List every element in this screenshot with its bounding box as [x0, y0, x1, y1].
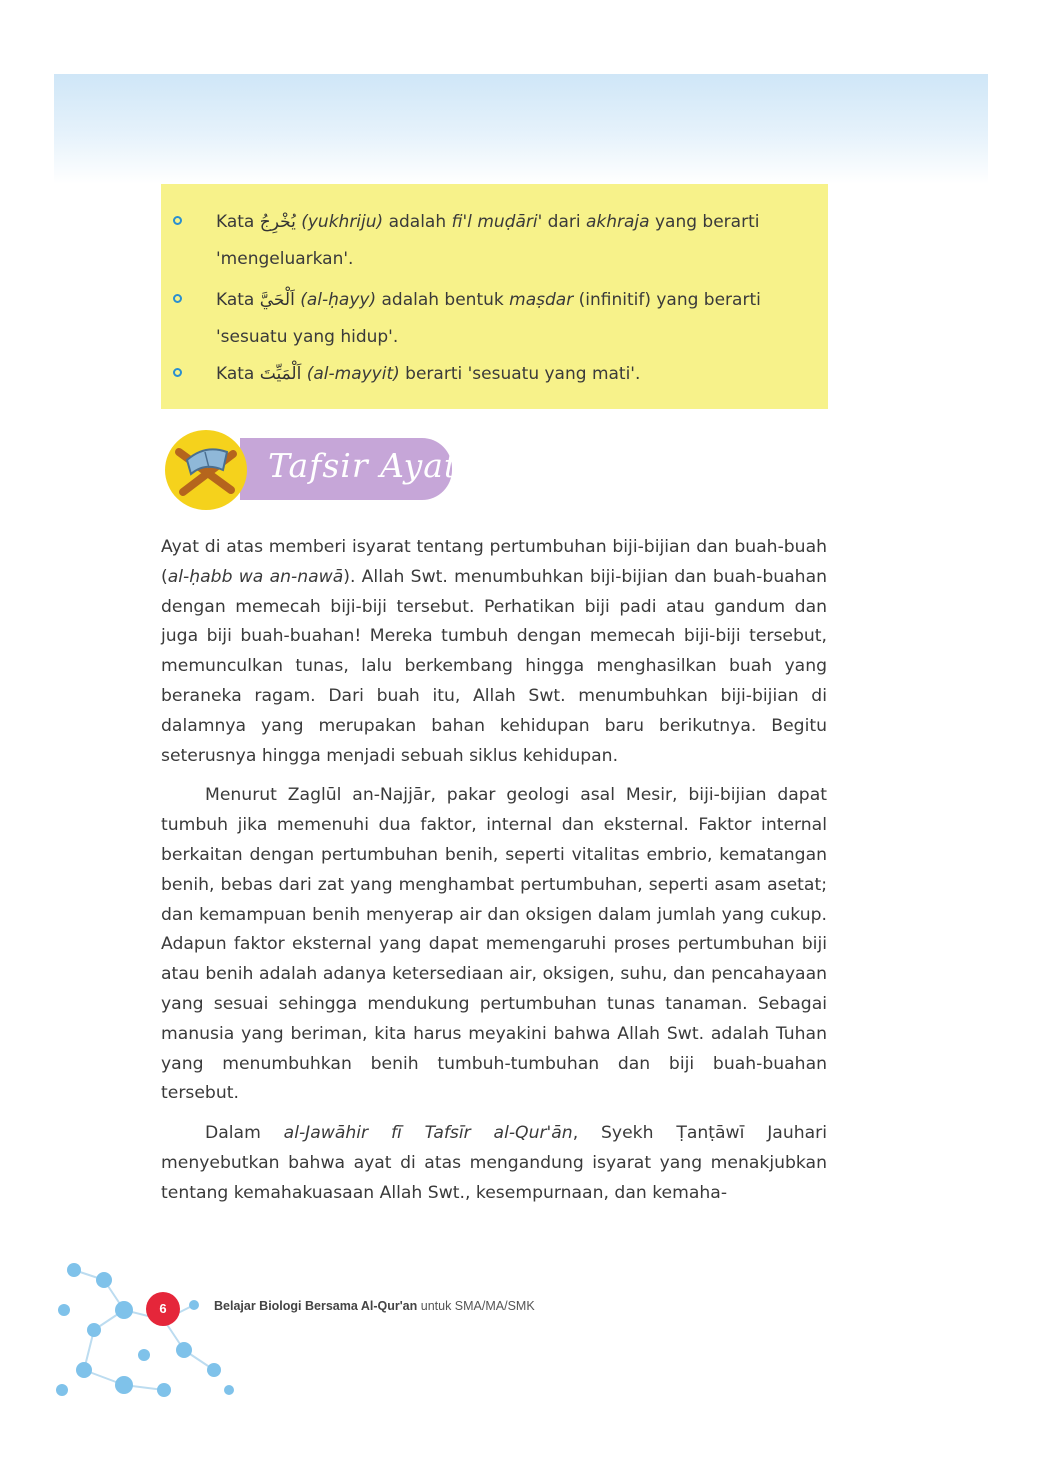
- transliteration: (yukhriju): [301, 212, 384, 232]
- arabic-word: يُخْرِجُ: [259, 212, 296, 232]
- paragraph: Menurut Zaglūl an-Najjār, pakar geologi asal Mesir, biji-bijian dapat tumbuh jika memenuhi dua faktor, internal dan eksternal. Faktor internal berkaitan dengan pertumbuhan benih, seperti vitalitas embrio, kematangan benih, bebas dari zat yang menghambat pertumbuhan, seperti asam asetat; dan kemampuan benih menyerap air dan oksigen dalam jumlah yang cukup. Adapun faktor eksternal yang dapat memengaruhi proses pertumbuhan biji atau benih adalah adanya ketersediaan air, oksigen, suhu, dan pencahayaan yang sesuai sehingga mendukung pertumbuhan tunas tanaman. Sebagai manusia yang beriman, kita harus meyakini bahwa Allah Swt. adalah Tuhan yang menumbuhkan benih tumbuh-tumbuhan dan biji buah-buahan tersebut.: [161, 785, 827, 1104]
- molecule-decoration-icon: [54, 1250, 244, 1410]
- transliteration: (al-ḥayy): [300, 290, 377, 310]
- bullet-icon: [173, 368, 182, 377]
- footer-title: Belajar Biologi Bersama Al-Qur'an untuk SMA/MA/SMK: [214, 1299, 535, 1313]
- header-gradient-band: [54, 74, 988, 184]
- body-text: [161, 533, 827, 1209]
- section-title: Tafsir Ayat: [268, 446, 459, 485]
- page-number: 6: [146, 1292, 180, 1326]
- transliteration: (al-mayyit): [306, 364, 400, 384]
- arabic-word: اَلْمَيِّتَ: [259, 364, 302, 384]
- quran-stand-icon: [165, 430, 247, 510]
- paragraph: Dalam al-Jawāhir fī Tafsīr al-Qur'ān, Syekh Ṭanṭāwī Jauhari menyebutkan bahwa ayat di atas mengandung isyarat yang menakjubkan tentang kemahakuasaan Allah Swt., kesempurnaan, dan kemaha-: [161, 1123, 828, 1203]
- bullet-icon: [173, 294, 182, 303]
- arabic-word: اَلْحَيَّ: [259, 290, 295, 310]
- vocabulary-box: Kata يُخْرِجُ (yukhriju) adalah fi'l muḍāri' dari akhraja yang berarti 'mengeluarkan'. Kata اَلْحَيَّ (al-ḥayy) adalah bentuk maṣdar (infinitif) yang berarti 'sesuatu yang hidup'. Kata اَلْمَيِّتَ (al-mayyit) berarti 'sesuatu yang mati'.: [161, 184, 828, 409]
- paragraph: Ayat di atas memberi isyarat tentang pertumbuhan biji-bijian dan buah-buah (al-ḥabb wa an-nawā). Allah Swt. menumbuhkan biji-bijian dan buah-buahan dengan memecah biji-biji tersebut. Perhatikan biji padi atau gandum dan juga biji buah-buahan! Mereka tumbuh dengan memecah biji-biji tersebut, memunculkan tunas, lalu berkembang hingga menghasilkan buah yang beraneka ragam. Dari buah itu, Allah Swt. menumbuhkan biji-bijian di dalamnya yang merupakan bahan kehidupan baru berikutnya. Begitu seterusnya hingga menjadi sebuah siklus kehidupan.: [161, 537, 827, 766]
- bullet-icon: [173, 216, 182, 225]
